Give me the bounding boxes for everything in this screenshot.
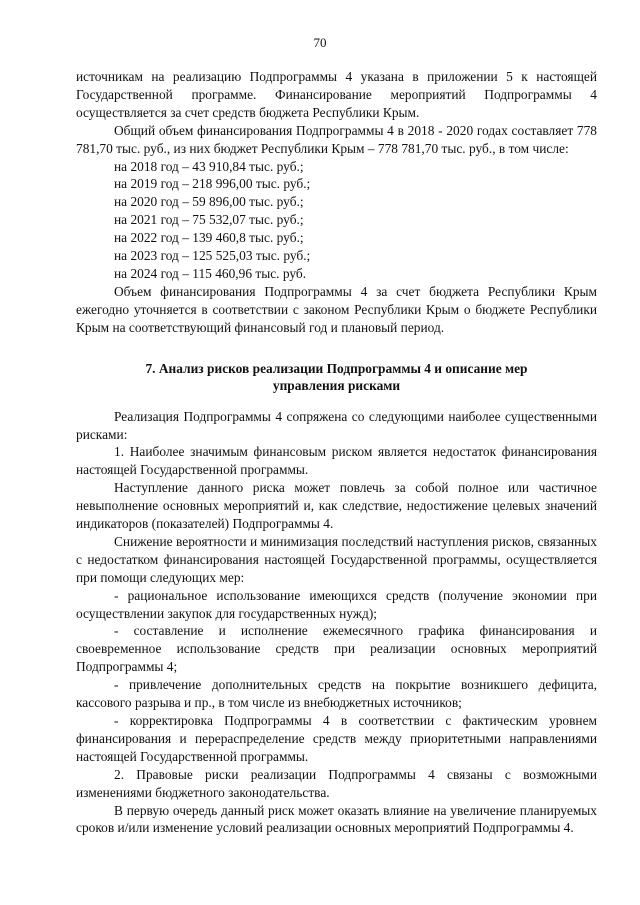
- risk-paragraph-financial: 1. Наиболее значимым финансовым риском является недостаток финансирования настоящей Государственной программы.: [76, 444, 597, 478]
- funding-annual-note: Объем финансирования Подпрограммы 4 за счет бюджета Республики Крым ежегодно уточняется в соответствии с законом Республики Крым о бюджете Республики Крым на соответствующий финансовый год и плановый период.: [76, 283, 597, 335]
- risk-paragraph-intro: Реализация Подпрограммы 4 сопряжена со следующими наиболее существенными рисками:: [76, 408, 597, 442]
- funding-year-2019: на 2019 год – 218 996,00 тыс. руб.;: [114, 176, 311, 192]
- risk-measure-rational-use: - рациональное использование имеющихся средств (получение экономии при осуществлении закупок для государственных нужд);: [76, 587, 597, 621]
- risk-paragraph-legal-impact: В первую очередь данный риск может оказать влияние на увеличение планируемых сроков и/или изменение условий реализации основных мероприятий Подпрограммы 4.: [76, 802, 597, 836]
- funding-intro-paragraph: источникам на реализацию Подпрограммы 4 указана в приложении 5 к настоящей Государственной программе. Финансирование мероприятий Подпрограммы 4 осуществляется за счет средств бюджета Республики Крым.: [76, 69, 597, 120]
- risk-paragraph-consequence: Наступление данного риска может повлечь за собой полное или частичное невыполнение основных мероприятий и, как следствие, недостижение целевых значений индикаторов (показателей) Подпрограммы 4.: [76, 480, 597, 532]
- risk-paragraph-legal: 2. Правовые риски реализации Подпрограммы 4 связаны с возможными изменениями бюджетного законодательства.: [76, 766, 597, 800]
- section-heading: 7. Анализ рисков реализации Подпрограммы 4 и описание мер управления рисками: [145, 360, 528, 394]
- risk-measure-adjustment: - корректировка Подпрограммы 4 в соответствии с фактическим уровнем финансирования и перераспределение средств между приоритетными направлениями настоящей Государственной программы.: [76, 713, 597, 764]
- risk-paragraph-mitigation: Снижение вероятности и минимизация последствий наступления рисков, связанных с недостатком финансирования настоящей Государственной программы, осуществляется при помощи следующих мер:: [76, 533, 597, 585]
- funding-year-2018: на 2018 год – 43 910,84 тыс. руб.;: [114, 158, 304, 174]
- funding-year-2023: на 2023 год – 125 525,03 тыс. руб.;: [114, 248, 311, 264]
- funding-year-2020: на 2020 год – 59 896,00 тыс. руб.;: [114, 194, 304, 210]
- risk-measure-schedule: - составление и исполнение ежемесячного графика финансирования и своевременное использование средств при реализации основных мероприятий Подпрограммы 4;: [76, 623, 597, 675]
- funding-years-list: [76, 158, 597, 283]
- page-number: 70: [313, 35, 327, 50]
- funding-total-paragraph: Общий объем финансирования Подпрограммы 4 в 2018 - 2020 годах составляет 778 781,70 тыс. руб., из них бюджет Республики Крым – 778 781,70 тыс. руб., в том числе:: [76, 122, 597, 156]
- funding-year-2024: на 2024 год – 115 460,96 тыс. руб.: [114, 265, 307, 281]
- section-spacer: [76, 337, 597, 349]
- risk-measure-additional-funds: - привлечение дополнительных средств на покрытие возникшего дефицита, кассового разрыва и пр., в том числе из внебюджетных источников;: [76, 677, 597, 711]
- funding-year-2022: на 2022 год – 139 460,8 тыс. руб.;: [114, 230, 304, 246]
- funding-year-2021: на 2021 год – 75 532,07 тыс. руб.;: [114, 212, 304, 228]
- page-content: [76, 68, 597, 837]
